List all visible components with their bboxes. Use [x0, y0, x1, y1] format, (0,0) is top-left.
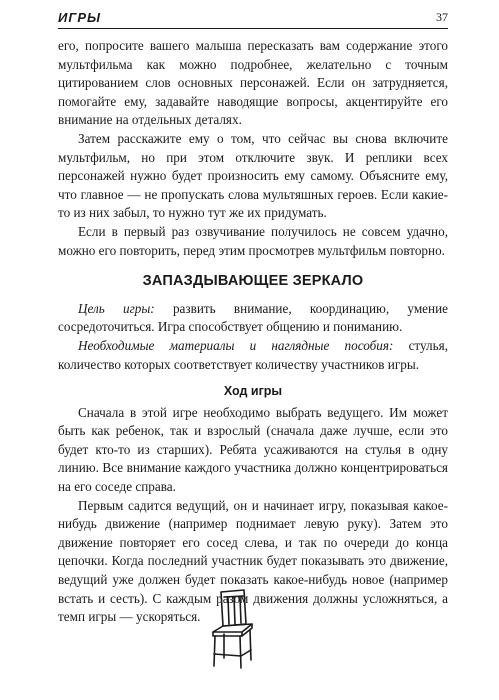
paragraph: Первым садится ведущий, он и начинает игру, показывая какое-нибудь движение (например поднимает левую руку). Затем это движение повторяет его сосед слева, и так по очереди до конца цепочки. Когда последний участник будет показывать это движение, ведущий уже должен будет показать какое-нибудь новое (например встать и сесть). С каждым разом движения должны усложняться, а темп игры — ускоряться. — [58, 497, 448, 625]
running-header — [58, 8, 448, 29]
paragraph: Затем расскажите ему о том, что сейчас вы снова включите мультфильм, но при этом отключите звук. И реплики всех персонажей нужно будет произносить ему самому. Объясните ему, что главное — не пропускать слова мультяшных героев. Если какие-то из них забыл, то нужно тут же их придумать. — [58, 130, 448, 221]
goal-label: Цель игры: — [78, 300, 155, 316]
page-body — [58, 37, 448, 627]
materials-label: Необходимые материалы и наглядные пособия: — [78, 337, 394, 353]
game-materials — [58, 337, 448, 374]
paragraph-continued: его, попросите вашего малыша пересказать вам содержание этого мультфильма как можно подробнее, желательно с точным цитированием слов основных персонажей. Если он затрудняется, помогайте ему, задавайте наводящие вопросы, акцентируйте его внимание на отдельных деталях. — [58, 38, 448, 128]
game-goal — [58, 300, 448, 337]
chair-icon — [208, 588, 260, 670]
game-subheading: Ход игры — [223, 384, 283, 399]
paragraph: Если в первый раз озвучивание получилось не совсем удачно, можно его повторить, перед этим просмотрев мультфильм повторно. — [58, 223, 448, 258]
page-number: 37 — [436, 10, 448, 24]
game-heading: ЗАПАЗДЫВАЮЩЕЕ ЗЕРКАЛО — [142, 273, 364, 290]
materials-text: стулья, количество которых соответствует количеству участников игры. — [58, 337, 448, 372]
section-title: ИГРЫ — [58, 10, 101, 25]
goal-text: развить внимание, координацию, умение сосредоточиться. Игра способствует общению и пониманию. — [58, 300, 448, 335]
paragraph: Сначала в этой игре необходимо выбрать ведущего. Им может быть как ребенок, так и взрослый (сначала даже лучше, если это будет кто-то из старших). Ребята усаживаются на стулья в одну линию. Все внимание каждого участника должно концентрироваться на его соседе справа. — [58, 404, 448, 495]
